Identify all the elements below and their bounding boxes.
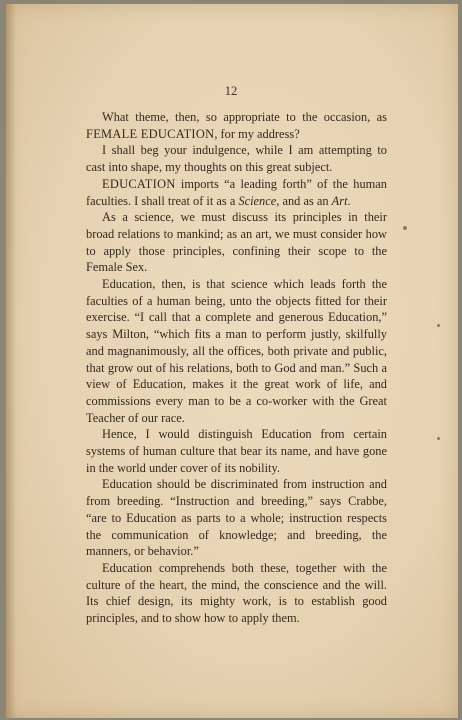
body-text	[86, 109, 387, 627]
art-emphasis: Art	[331, 193, 348, 208]
paragraph-4: As a science, we must discuss its principles in their broad relations to mankind; as an art, we must consider how to apply those principles, confining their scope to the Female Sex.	[86, 210, 387, 275]
science-emphasis: Science	[238, 193, 277, 208]
paragraph-7: Education should be discriminated from instruction and from breeding. “Instruction and breeding,” says Crabbe, “are to Education as parts to a whole; instruction respects the communication of knowledge; and breeding, the manners, or behavior.”	[86, 477, 387, 559]
paper-speck	[403, 226, 407, 230]
paragraph-8: Education comprehends both these, together with the culture of the heart, the mind, the conscience and the will. Its chief design, its mighty work, is to establish good principles, and to show how to apply them.	[86, 560, 387, 626]
paper-speck	[437, 437, 440, 440]
paragraph-1: What theme, then, so appropriate to the occasion, as FEMALE EDUCATION, for my address?	[86, 110, 387, 141]
paragraph-5: Education, then, is that science which leads forth the faculties of a human being, unto the objects fitted for their exercise. “I call that a complete and generous Education,” says Milton, “which fits a man to perform justly, skilfully and magnanimously, all the offices, both private and public, that grow out of his relations, both to God and man.” Such a view of Education, makes it the great work of life, and commissions every man to be a co-worker with the Great Teacher of our race.	[86, 277, 387, 425]
paragraph-3: EDUCATION imports “a leading forth” of the human faculties. I shall treat of it as a Science, and as an Art.	[86, 176, 387, 208]
female-education-heading: FEMALE EDUCATION	[86, 126, 215, 141]
paragraph-2: I shall beg your indulgence, while I am attempting to cast into shape, my thoughts on this great subject.	[86, 143, 387, 175]
paragraph-6: Hence, I would distinguish Education from certain systems of human culture that bear its name, and have gone in the world under cover of its nobility.	[86, 427, 387, 475]
paper-speck	[437, 324, 440, 327]
page-spine-shadow	[6, 4, 16, 718]
page-number: 12	[224, 84, 238, 98]
